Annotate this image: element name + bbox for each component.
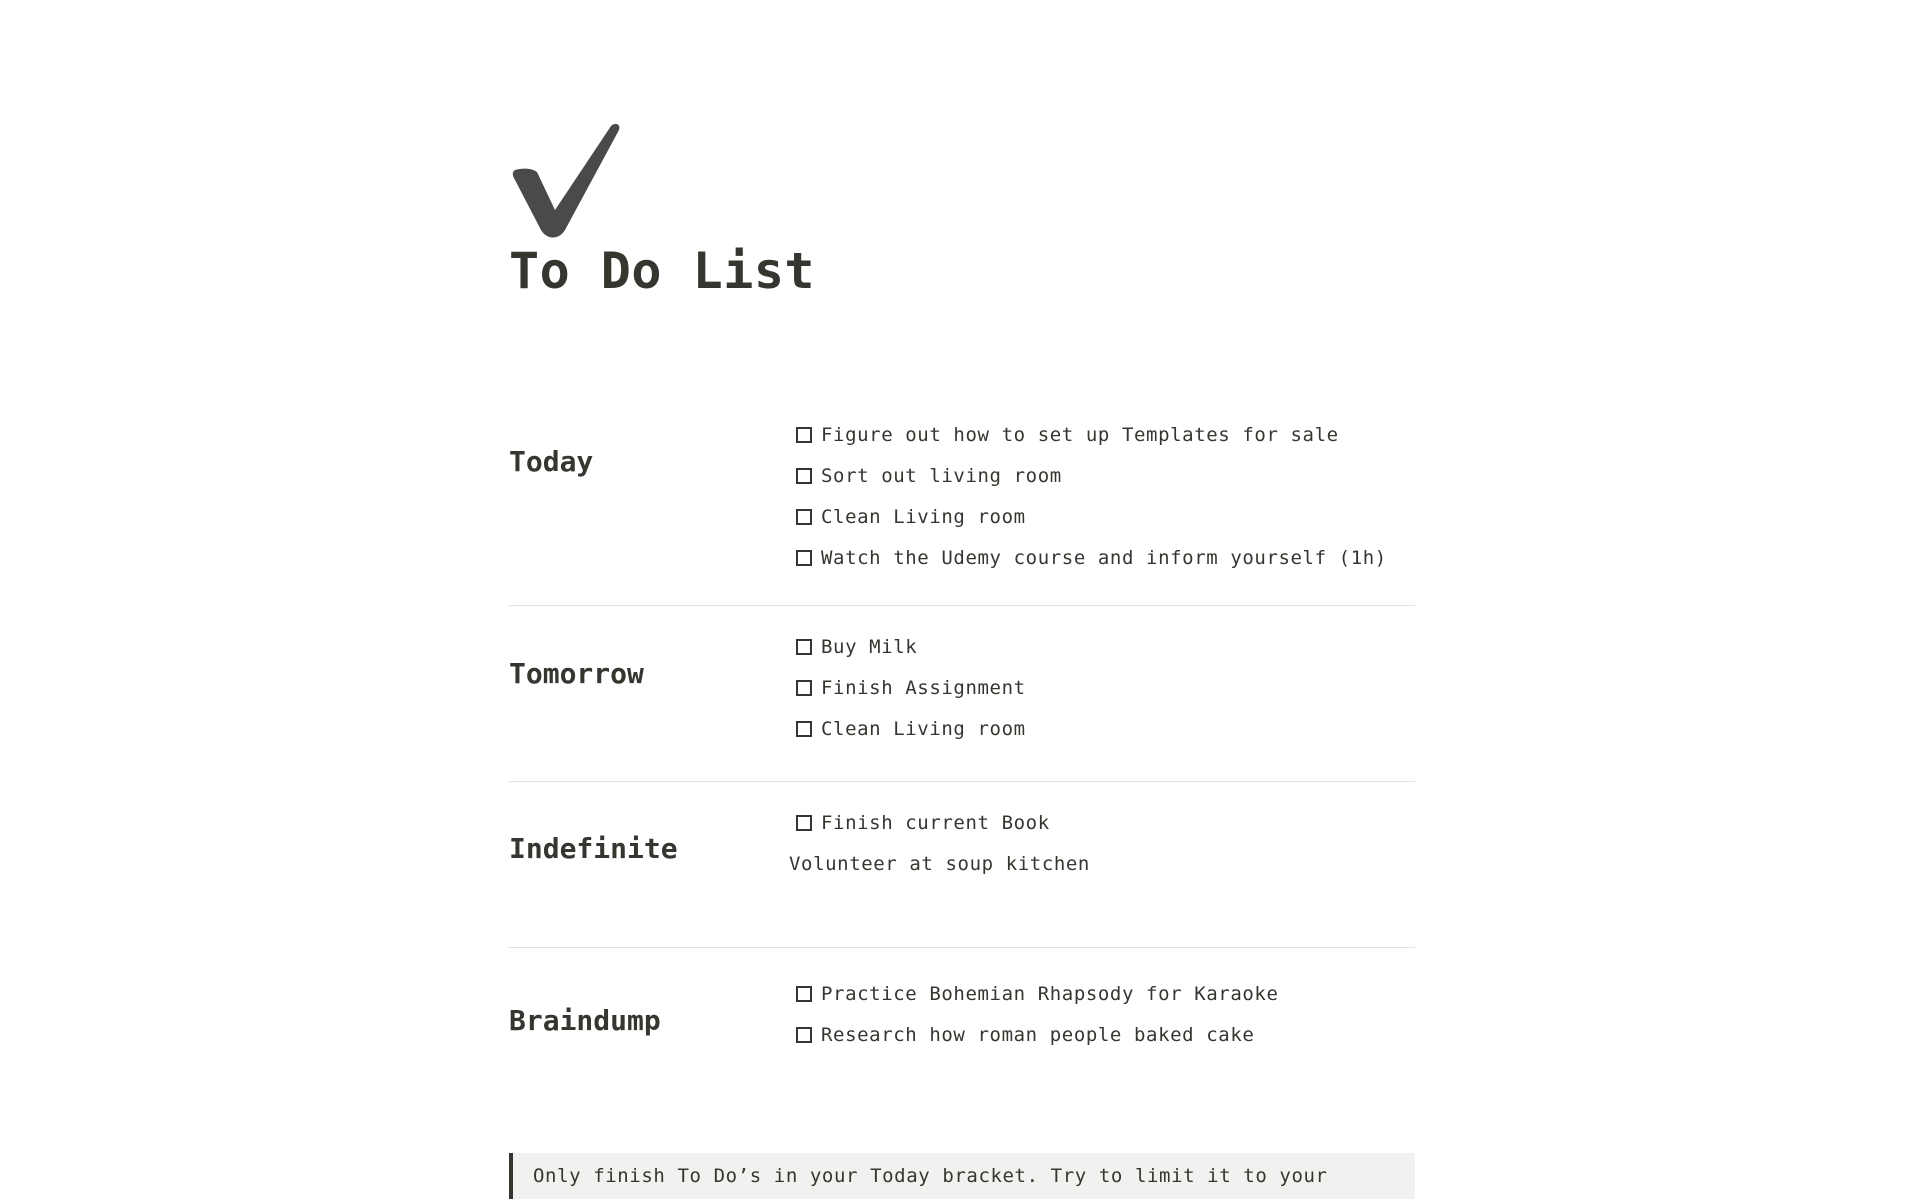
todo-list-today: [785, 414, 1387, 578]
todo-item: [785, 802, 1090, 843]
todo-list-indefinite: [785, 802, 1090, 884]
todo-text[interactable]: Watch the Udemy course and inform yourself (1h): [821, 546, 1387, 569]
todo-checkbox[interactable]: [796, 468, 812, 484]
section-heading-tomorrow: Tomorrow: [509, 657, 644, 690]
todo-item: [785, 414, 1387, 455]
section-braindump: [509, 948, 1415, 1098]
todo-text[interactable]: Buy Milk: [821, 635, 918, 658]
checkmark-icon[interactable]: [509, 118, 629, 238]
text-block-content[interactable]: Volunteer at soup kitchen: [789, 852, 1090, 875]
todo-item: [785, 455, 1387, 496]
section-heading-braindump: Braindump: [509, 1004, 661, 1037]
todo-item: [785, 496, 1387, 537]
todo-text[interactable]: Finish Assignment: [821, 676, 1026, 699]
todo-item: [785, 537, 1387, 578]
todo-item: [785, 708, 1026, 749]
sections: [509, 405, 1415, 1098]
section-heading-indefinite: Indefinite: [509, 832, 678, 865]
todo-text[interactable]: Finish current Book: [821, 811, 1050, 834]
todo-checkbox[interactable]: [796, 639, 812, 655]
todo-text[interactable]: Clean Living room: [821, 717, 1026, 740]
todo-item: [785, 667, 1026, 708]
todo-checkbox[interactable]: [796, 721, 812, 737]
todo-checkbox[interactable]: [796, 509, 812, 525]
todo-checkbox[interactable]: [796, 986, 812, 1002]
page-title[interactable]: To Do List: [509, 242, 816, 300]
todo-item: [785, 973, 1278, 1014]
section-indefinite: [509, 782, 1415, 948]
section-tomorrow: [509, 606, 1415, 782]
todo-text[interactable]: Figure out how to set up Templates for sale: [821, 423, 1339, 446]
todo-text[interactable]: Sort out living room: [821, 464, 1062, 487]
section-heading-today: Today: [509, 445, 594, 478]
todo-text[interactable]: Practice Bohemian Rhapsody for Karaoke: [821, 982, 1279, 1005]
todo-list-braindump: [785, 973, 1278, 1055]
todo-text[interactable]: Clean Living room: [821, 505, 1026, 528]
todo-checkbox[interactable]: [796, 427, 812, 443]
todo-text[interactable]: Research how roman people baked cake: [821, 1023, 1255, 1046]
todo-checkbox[interactable]: [796, 815, 812, 831]
callout-text: Only finish To Do’s in your Today bracket. Try to limit it to your: [533, 1165, 1328, 1187]
todo-checkbox[interactable]: [796, 550, 812, 566]
todo-list-tomorrow: [785, 626, 1026, 749]
callout-quote[interactable]: [509, 1153, 1415, 1199]
section-today: [509, 405, 1415, 606]
text-block: [785, 843, 1090, 884]
todo-item: [785, 626, 1026, 667]
todo-checkbox[interactable]: [796, 1027, 812, 1043]
todo-checkbox[interactable]: [796, 680, 812, 696]
todo-item: [785, 1014, 1278, 1055]
